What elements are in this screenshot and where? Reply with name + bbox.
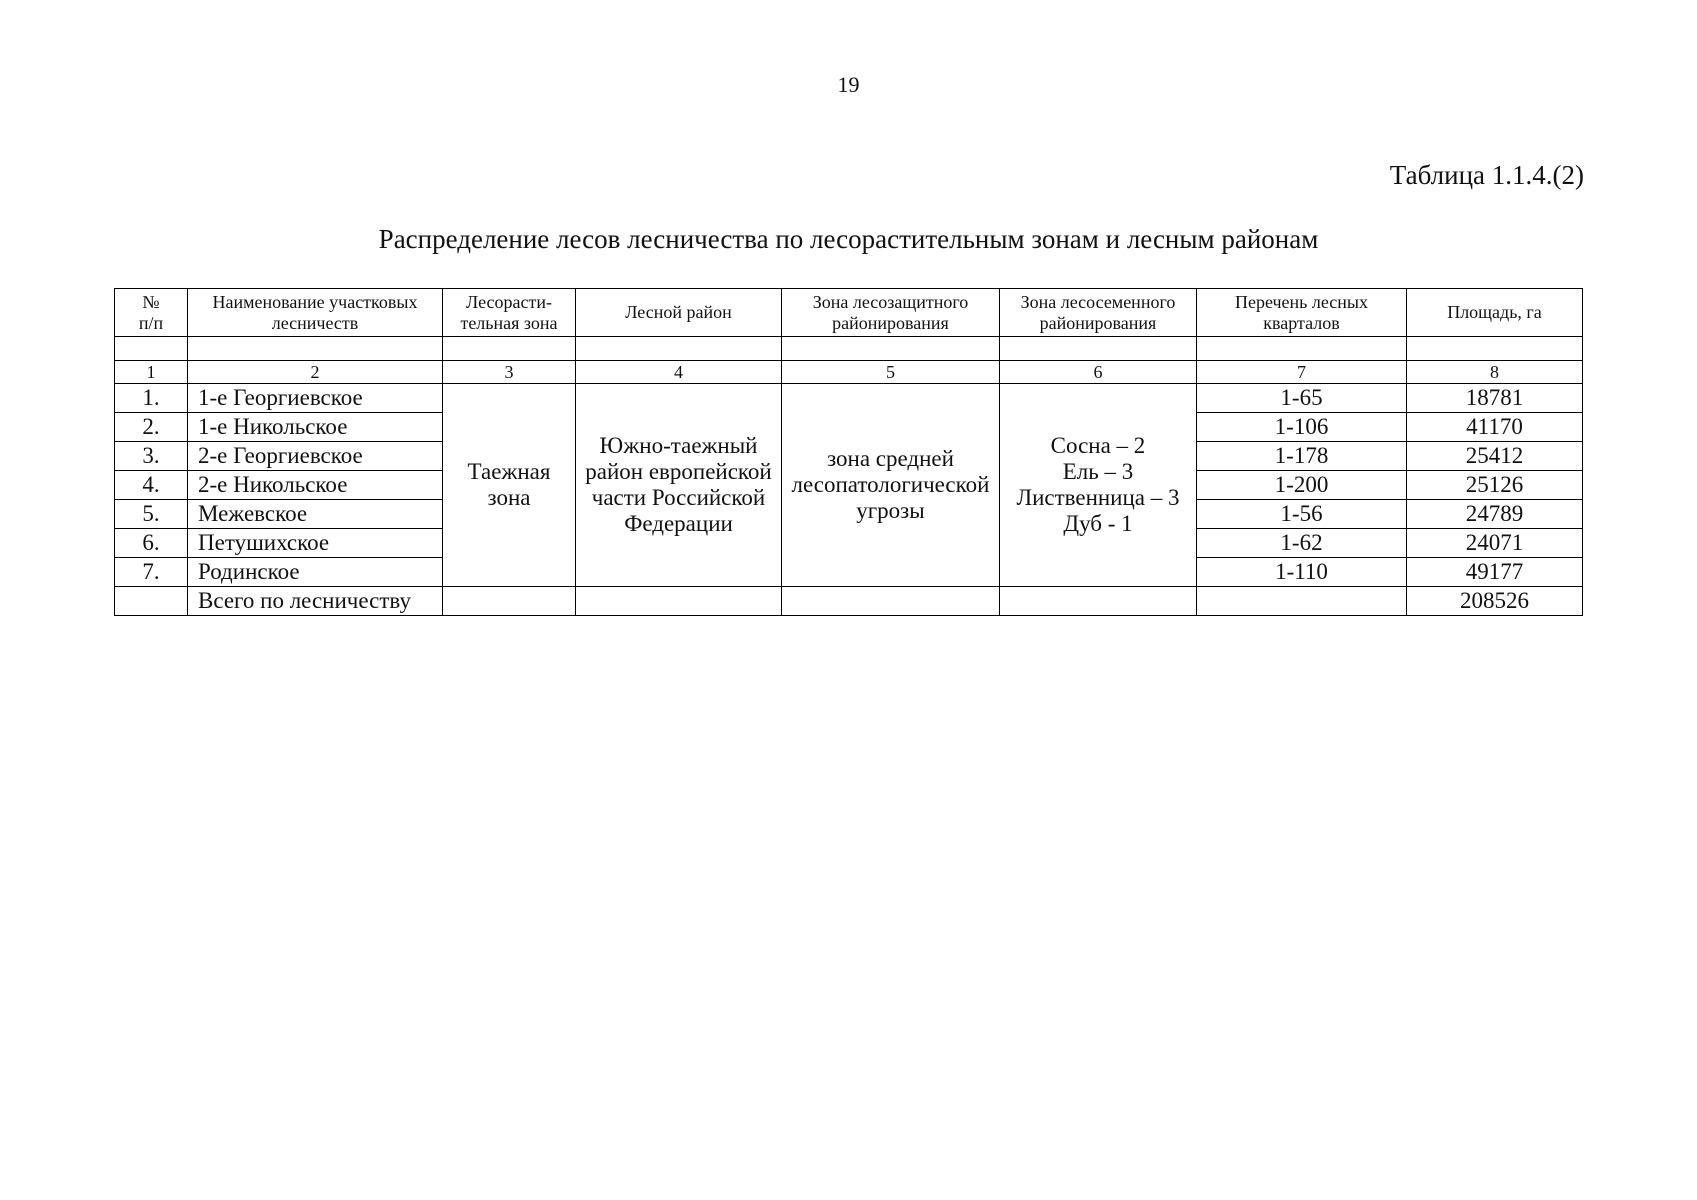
- subforestry-name: 2-е Никольское: [188, 471, 443, 500]
- table-row: [115, 384, 1583, 413]
- area-value: 49177: [1407, 558, 1583, 587]
- row-number: 6.: [115, 529, 188, 558]
- header-vegetation-zone: Лесорасти- тельная зона: [443, 289, 576, 337]
- subforestry-name: Межевское: [188, 500, 443, 529]
- subforestry-name: 1-е Георгиевское: [188, 384, 443, 413]
- page-number: 19: [837, 72, 860, 97]
- vegetation-zone-cell: Таежная зона: [443, 384, 576, 587]
- subforestry-name: 2-е Георгиевское: [188, 442, 443, 471]
- header-area: Площадь, га: [1407, 289, 1583, 337]
- table-label: Таблица 1.1.4.(2): [1389, 160, 1584, 190]
- area-value: 18781: [1407, 384, 1583, 413]
- quarters-range: 1-200: [1197, 471, 1407, 500]
- header-forest-district: Лесной район: [576, 289, 782, 337]
- row-number: 7.: [115, 558, 188, 587]
- table-header-row: [115, 289, 1583, 337]
- column-number: 3: [443, 361, 576, 384]
- column-number: 1: [115, 361, 188, 384]
- header-number: № п/п: [115, 289, 188, 337]
- quarters-range: 1-178: [1197, 442, 1407, 471]
- header-protection-zoning: Зона лесозащитного районирования: [782, 289, 1000, 337]
- seed-zone-cell: Сосна – 2 Ель – 3 Лиственница – 3 Дуб - 1: [1000, 384, 1197, 587]
- row-number: 1.: [115, 384, 188, 413]
- column-number-row: [115, 361, 1583, 384]
- subforestry-name: 1-е Никольское: [188, 413, 443, 442]
- quarters-range: 1-65: [1197, 384, 1407, 413]
- column-number: 4: [576, 361, 782, 384]
- column-number: 5: [782, 361, 1000, 384]
- row-number: 4.: [115, 471, 188, 500]
- column-number: 8: [1407, 361, 1583, 384]
- forest-district-cell: Южно-таежный район европейской части Российской Федерации: [576, 384, 782, 587]
- row-number: 5.: [115, 500, 188, 529]
- area-value: 24071: [1407, 529, 1583, 558]
- total-row: [115, 587, 1583, 616]
- subforestry-name: Родинское: [188, 558, 443, 587]
- total-label: Всего по лесничеству: [188, 587, 443, 616]
- area-value: 41170: [1407, 413, 1583, 442]
- row-number: 2.: [115, 413, 188, 442]
- protection-zone-cell: зона средней лесопатологической угрозы: [782, 384, 1000, 587]
- area-value: 25412: [1407, 442, 1583, 471]
- header-quarters-list: Перечень лесных кварталов: [1197, 289, 1407, 337]
- total-area-value: 208526: [1407, 587, 1583, 616]
- header-subforestry-name: Наименование участковых лесничеств: [188, 289, 443, 337]
- quarters-range: 1-110: [1197, 558, 1407, 587]
- document-title: Распределение лесов лесничества по лесорастительным зонам и лесным районам: [378, 224, 1319, 254]
- column-number: 7: [1197, 361, 1407, 384]
- area-value: 24789: [1407, 500, 1583, 529]
- row-number: 3.: [115, 442, 188, 471]
- quarters-range: 1-56: [1197, 500, 1407, 529]
- area-value: 25126: [1407, 471, 1583, 500]
- quarters-range: 1-62: [1197, 529, 1407, 558]
- subforestry-name: Петушихское: [188, 529, 443, 558]
- header-seed-zoning: Зона лесосеменного районирования: [1000, 289, 1197, 337]
- column-number: 2: [188, 361, 443, 384]
- column-number: 6: [1000, 361, 1197, 384]
- quarters-range: 1-106: [1197, 413, 1407, 442]
- forest-distribution-table: [114, 288, 1583, 616]
- blank-row: [115, 337, 1583, 361]
